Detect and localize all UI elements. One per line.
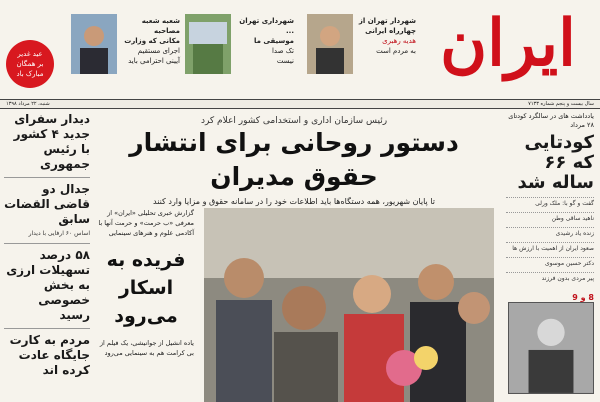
promo-text [356,10,416,88]
left-headline[interactable]: مردم به کارت جایگاه عادت کرده اند [9,333,90,377]
main-subhead: تا پایان شهریور، همه دستگاه‌ها باید اطلاعات خود را در سامانه حقوق و مزایا وارد کنند [153,197,435,206]
logo: ایران [440,6,576,81]
dateline [0,99,600,109]
photo-side-story [94,208,198,402]
eid-line: بر همگان [16,60,44,68]
right-column-header [506,112,594,193]
promo-line: هدیه رهبری [382,37,416,45]
divider [4,243,90,244]
right-column-kicker: یادداشت های در سالگرد کودتای ۲۸ مرداد [508,112,594,129]
main-story [94,112,494,402]
promo-line: آیینی احترامی باید [128,57,180,65]
promo-line: نیست [276,57,294,65]
side-story-intro: گزارش خبری تحلیلی «ایران» از معرفی «ب حرمت» و حرمت آنها با آکادمی علوم و هنرهای سینمایی [98,209,194,237]
promo-line: تک صدا [271,47,294,55]
list-item[interactable]: زنده یاد رشیدی [506,227,594,238]
promo-photo [185,14,231,74]
main-photo [204,208,494,402]
list-item[interactable]: دکتر حسین موسوی [506,257,594,268]
promo-photo [307,14,353,74]
promo-title: شعبه شعبه مصاحبه [141,17,180,35]
page-ref: 8 و 9 [572,293,594,302]
main-kicker: رئیس سازمان اداری و استخدامی کشور اعلام کرد [200,116,388,126]
promo-box[interactable] [71,10,180,88]
eid-line: مبارک باد [16,70,44,78]
promo-line: اجرای مستقیم [137,47,180,55]
promo-line: چهارراه ایرانی [365,27,416,35]
side-story-headline[interactable]: فریده به اسکار می‌رود [106,249,186,327]
right-column-headline[interactable]: کودتایی که ۶۶ ساله شد [517,132,594,193]
left-headline[interactable]: جدال دو قاضی القضات سابق [4,182,90,226]
side-story-caption: یاده انشیل از جوانیشی، یک فیلم از بی کرامت هم به سینمایی می‌رود [99,339,194,357]
list-item[interactable]: صعود ایران از اهمیت با ارزش ها [506,242,594,253]
portrait-photo [508,302,594,394]
promo-title: شهردار تهران از [358,17,416,25]
divider [4,328,90,329]
promo-title: شهرداری تهران ... [239,17,294,35]
promo-box[interactable] [185,10,294,88]
eid-line: عید غدیر [17,50,43,58]
promo-box[interactable] [307,10,416,88]
promo-text [234,10,294,88]
promo-photo [71,14,117,74]
divider [4,177,90,178]
masthead [0,0,600,105]
issue-date: شنبه، ۲۲ مرداد ۱۳۹۸ [6,101,50,107]
list-item[interactable]: پیر مردی بدون فرزند [506,272,594,283]
main-headline[interactable]: دستور روحانی برای انتشار حقوق مدیران [129,128,459,191]
left-text: اساس ۶۰ ارفایی با دیدار [28,230,90,237]
eid-badge [6,40,54,88]
promo-text [120,10,180,88]
left-headline[interactable]: ۵۸ درصد تسهیلات ارزی به بخش خصوصی رسید [6,248,90,322]
promo-line: موسیقی ما [254,37,294,45]
right-column [500,112,600,402]
list-item[interactable]: ناهید ساقی وطن [506,212,594,223]
promo-line: به مردم است [376,47,416,55]
issue-number: سال بیست و پنجم شماره ۷۱۳۳ [528,101,594,107]
promo-line: مکانی که وزارت [124,37,180,45]
list-item[interactable]: گفت و گو با: ملک ورلی [506,197,594,208]
left-headline[interactable]: دیدار سفرای جدید ۴ کشور با رئیس جمهوری [13,112,90,171]
left-column [0,112,94,402]
